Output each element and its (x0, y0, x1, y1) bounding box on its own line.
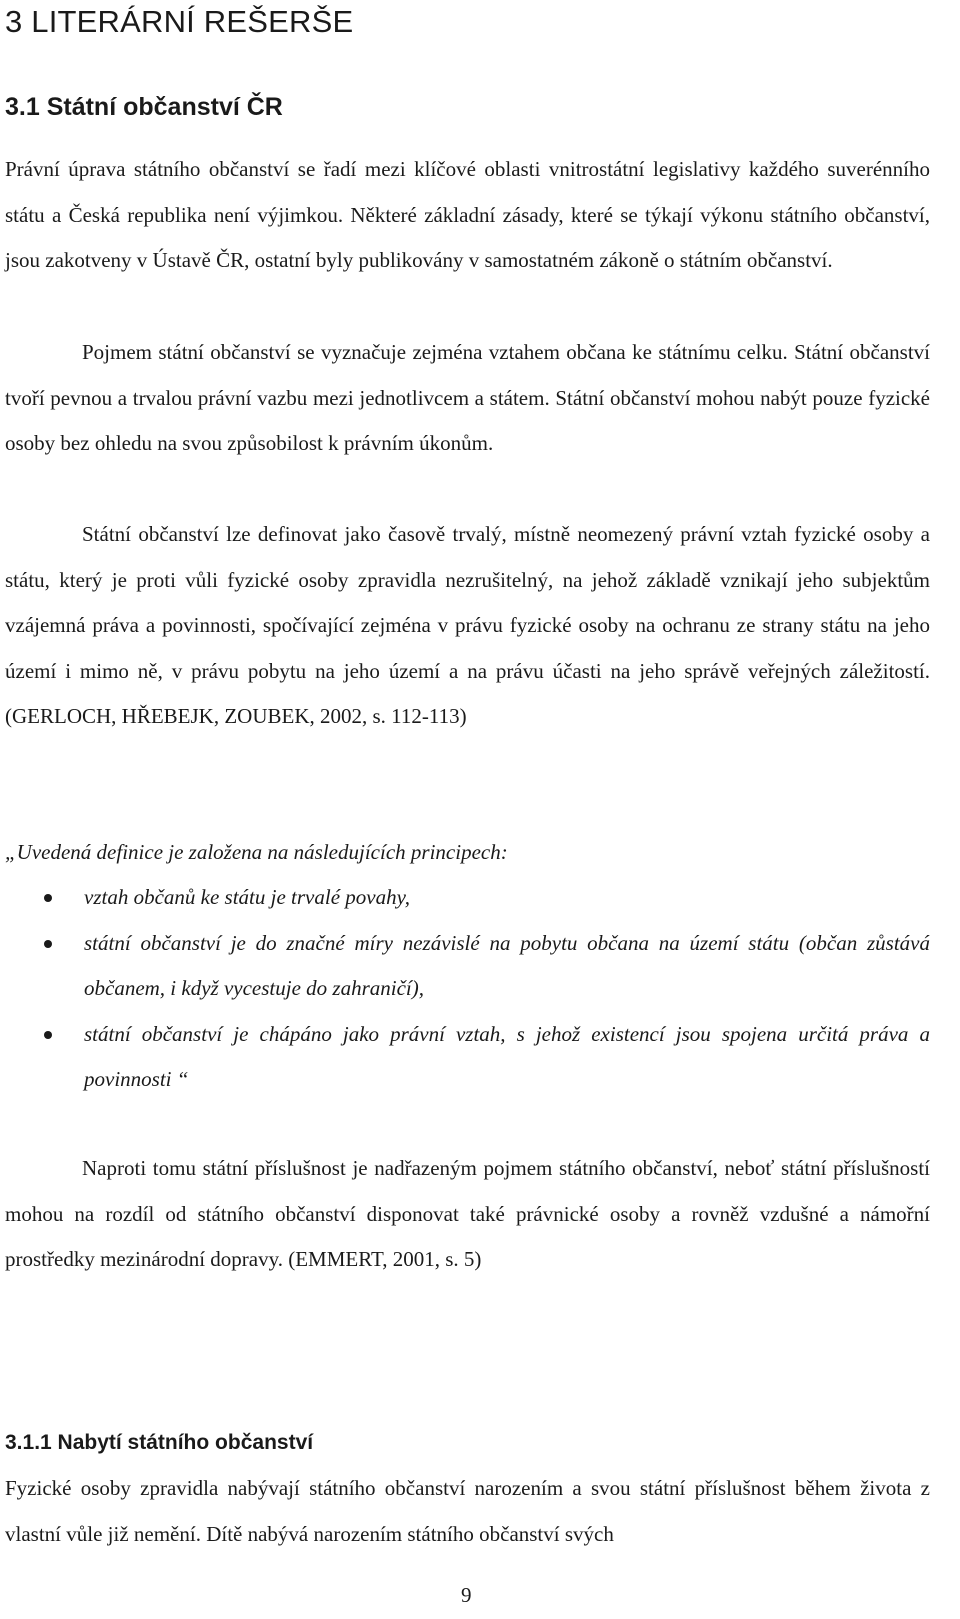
bullet-icon (44, 894, 52, 902)
list-item-text: státní občanství je do značné míry nezávislé na pobytu občana na území státu (občan zůstává občanem, i když vycestuje do zahraničí), (84, 930, 930, 1000)
list-item-text: státní občanství je chápáno jako právní vztah, s jehož existencí jsou spojena určitá práva a povinnosti “ (84, 1021, 930, 1091)
list-item (5, 921, 930, 1012)
page-number: 9 (461, 1583, 472, 1607)
quote-intro: „Uvedená definice je založena na následujících principech: (5, 840, 508, 864)
list-item-text: vztah občanů ke státu je trvalé povahy, (84, 885, 411, 909)
principles-list (5, 875, 930, 1103)
list-item (5, 875, 930, 921)
paragraph-state-affiliation: Naproti tomu státní příslušnost je nadřazeným pojmem státního občanství, neboť státní příslušností mohou na rozdíl od státního občanství disponovat také právnické osoby a rovněž vzdušné a námořní prostředky mezinárodní dopravy. (EMMERT, 2001, s. 5) (5, 1156, 930, 1271)
bullet-icon (44, 940, 52, 948)
paragraph-citizenship-definition: Pojmem státní občanství se vyznačuje zejména vztahem občana ke státnímu celku. Státní občanství tvoří pevnou a trvalou právní vazbu mezi jednotlivcem a státem. Státní občanství mohou nabýt pouze fyzické osoby bez ohledu na svou způsobilost k právním úkonům. (5, 340, 930, 455)
chapter-heading: 3 LITERÁRNÍ REŠERŠE (5, 4, 354, 39)
bullet-icon (44, 1031, 52, 1039)
subsection-heading: 3.1.1 Nabytí státního občanství (5, 1431, 314, 1454)
paragraph-citizenship-legal-relation: Státní občanství lze definovat jako časově trvalý, místně neomezený právní vztah fyzické osoby a státu, který je proti vůli fyzické osoby zpravidla nezrušitelný, na jehož základě vznikají jeho subjektům vzájemná práva a povinnosti, spočívající zejména v právu fyzické osoby na ochranu ze strany státu na jeho území i mimo ně, v právu pobytu na jeho území a na právu účasti na jeho správě veřejných záležitostí. (GERLOCH, HŘEBEJK, ZOUBEK, 2002, s. 112-113) (5, 522, 930, 728)
section-heading: 3.1 Státní občanství ČR (5, 93, 283, 121)
paragraph-legal-framework: Právní úprava státního občanství se řadí mezi klíčové oblasti vnitrostátní legislativy každého suverénního státu a Česká republika není výjimkou. Některé základní zásady, které se týkají výkonu státního občanství, jsou zakotveny v Ústavě ČR, ostatní byly publikovány v samostatném zákoně o státním občanství. (5, 157, 930, 272)
paragraph-acquisition: Fyzické osoby zpravidla nabývají státního občanství narozením a svou státní příslušnost během života z vlastní vůle již nemění. Dítě nabývá narozením státního občanství svých (5, 1476, 930, 1546)
list-item (5, 1012, 930, 1103)
